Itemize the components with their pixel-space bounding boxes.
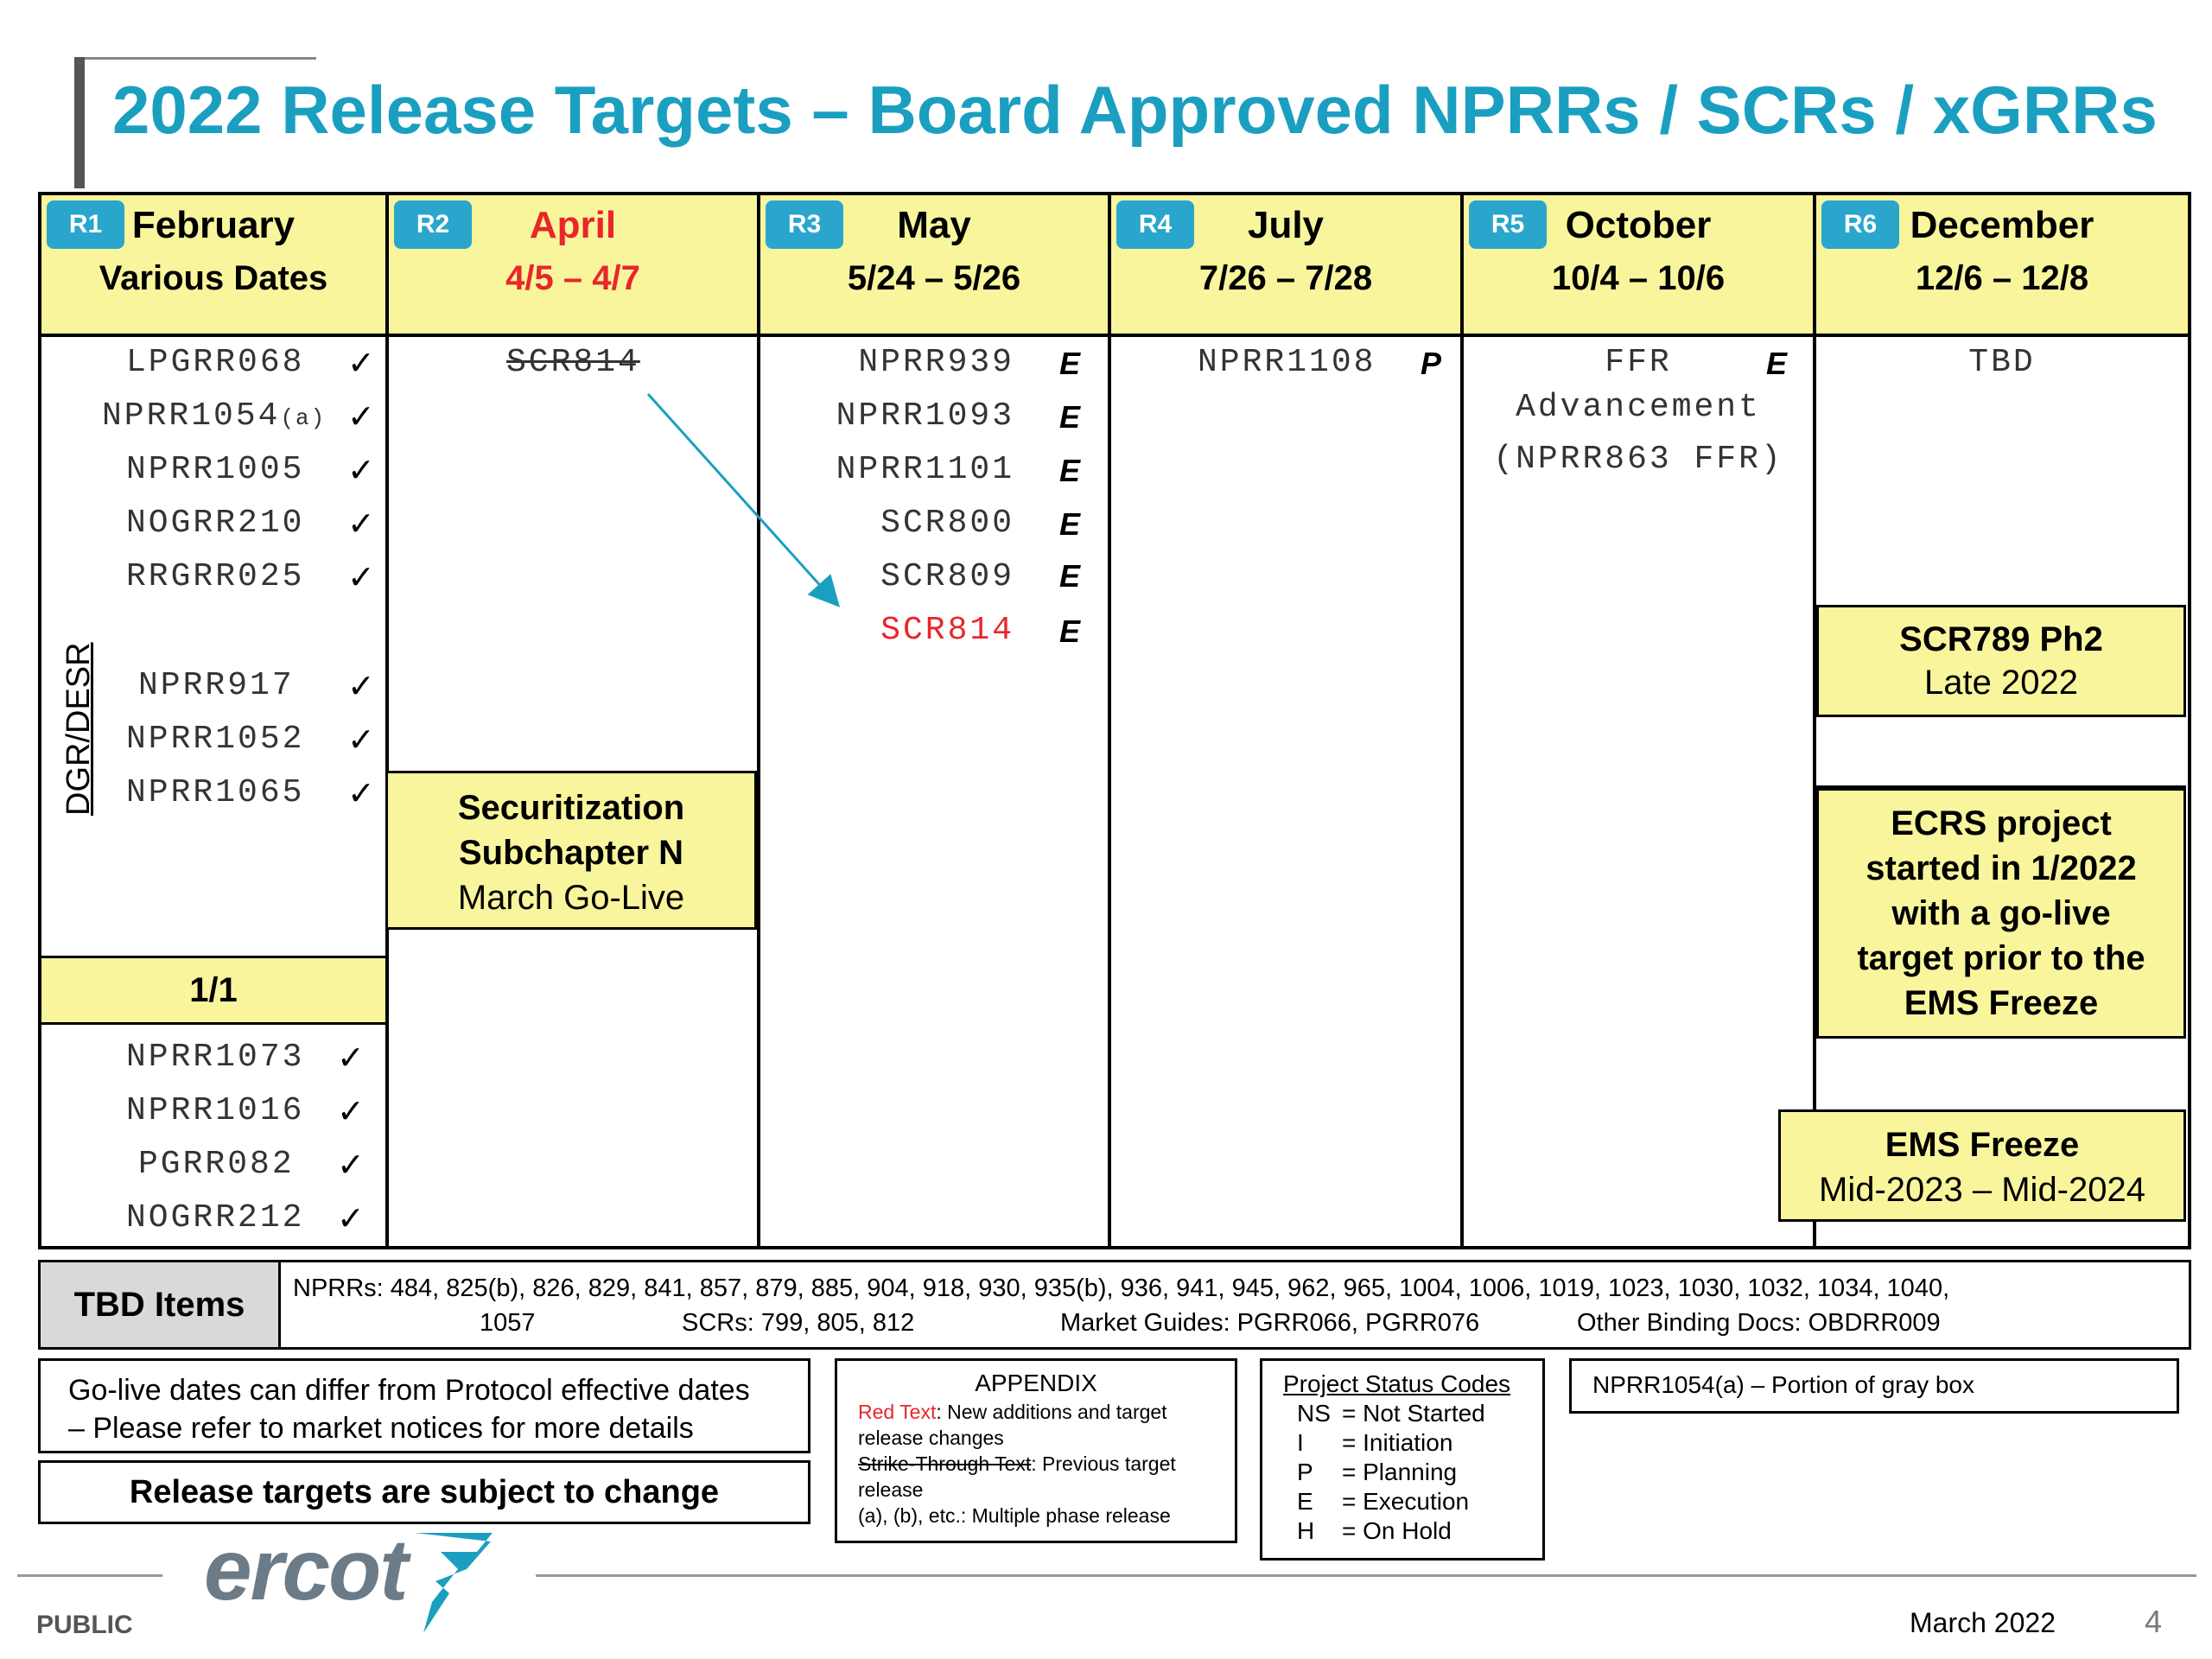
scr789-box: SCR789 Ph2 Late 2022	[1816, 605, 2186, 717]
check-icon: ✓	[347, 399, 375, 435]
list-item-new: SCR814	[880, 612, 1014, 649]
golive-note: Go-live dates can differ from Protocol effective dates – Please refer to market notices for more details	[38, 1358, 810, 1453]
gray-box-note: NPRR1054(a) – Portion of gray box	[1569, 1358, 2179, 1414]
appendix-box: APPENDIX Red Text: New additions and target release changes Strike-Through Text: Previous target release (a), (b), etc.: Multiple phase release	[835, 1358, 1237, 1543]
list-item: FFR	[1605, 344, 1672, 381]
tbd-items-box	[38, 1260, 2191, 1350]
release-month: December	[1910, 204, 2094, 246]
release-tag: R4	[1116, 200, 1194, 249]
release-dates: 4/5 – 4/7	[505, 259, 640, 297]
ercot-logo: ercot	[204, 1522, 407, 1618]
tbd-items-line2a: 1057	[480, 1309, 536, 1337]
release-month: April	[529, 204, 617, 246]
list-item: NOGRR210	[126, 505, 305, 542]
list-item-cont: (NPRR863 FFR)	[1493, 441, 1783, 478]
release-dates: 10/4 – 10/6	[1551, 259, 1726, 297]
status-code: P	[1421, 346, 1442, 381]
footer-date: March 2022	[1910, 1607, 2056, 1638]
list-item: PGRR082	[138, 1146, 295, 1183]
list-item: SCR800	[880, 505, 1014, 542]
tbd-text: TBD	[1968, 344, 2036, 381]
release-dates: Various Dates	[99, 259, 328, 297]
check-icon: ✓	[347, 453, 375, 489]
release-tag: R2	[394, 200, 472, 249]
release-month: February	[131, 204, 296, 246]
status-code: E	[1059, 506, 1081, 542]
list-item: NPRR1005	[126, 451, 305, 488]
ecrs-box: ECRS project started in 1/2022 with a go-live target prior to the EMS Freeze	[1816, 788, 2186, 1039]
check-icon: ✓	[347, 506, 375, 543]
status-code: E	[1059, 613, 1081, 649]
status-code: E	[1059, 399, 1081, 435]
tbd-items-label-cell: TBD Items	[41, 1262, 281, 1347]
tbd-items-line2c: Market Guides: PGRR066, PGRR076	[1060, 1309, 1480, 1337]
check-icon: ✓	[347, 346, 375, 382]
list-item: NPRR1065	[126, 774, 305, 811]
check-icon: ✓	[347, 669, 375, 705]
list-item: NPRR1016	[126, 1092, 305, 1129]
ems-freeze-box: EMS Freeze Mid-2023 – Mid-2024	[1778, 1109, 2186, 1222]
list-item-cont: Advancement	[1516, 389, 1761, 426]
release-tag: R3	[766, 200, 843, 249]
securitization-box: Securitization Subchapter N March Go-Live	[385, 771, 757, 930]
list-item: NPRR1108	[1198, 344, 1376, 381]
release-dates: 12/6 – 12/8	[1915, 259, 2089, 297]
list-item: NPRR1054(a)	[102, 397, 327, 435]
check-icon: ✓	[337, 1147, 365, 1184]
list-item: SCR809	[880, 558, 1014, 595]
tbd-items-line2b: SCRs: 799, 805, 812	[682, 1309, 915, 1337]
list-item: NPRR1093	[836, 397, 1014, 435]
release-tag: R6	[1821, 200, 1899, 249]
release-month: May	[897, 204, 971, 246]
subject-to-change-note: Release targets are subject to change	[38, 1460, 810, 1524]
release-dates: 7/26 – 7/28	[1198, 259, 1373, 297]
tbd-items-line2d: Other Binding Docs: OBDRR009	[1577, 1309, 1941, 1337]
struck-item: SCR814	[506, 344, 640, 381]
tbd-items-line1: NPRRs: 484, 825(b), 826, 829, 841, 857, 879, 885, 904, 918, 930, 935(b), 936, 941, 945, 962, 965, 1004, 1006, 1019, 1023, 1030, 1032, 1034, 1040,	[293, 1274, 1950, 1302]
list-item: NOGRR212	[126, 1199, 305, 1236]
release-tag: R5	[1469, 200, 1547, 249]
check-icon: ✓	[337, 1040, 365, 1077]
check-icon: ✓	[347, 776, 375, 812]
page-number: 4	[2145, 1604, 2163, 1639]
footer-rule-left	[17, 1574, 162, 1577]
release-dates: 5/24 – 5/26	[847, 259, 1021, 297]
check-icon: ✓	[347, 560, 375, 596]
list-item: RRGRR025	[126, 558, 305, 595]
page-title: 2022 Release Targets – Board Approved NPRRs / SCRs / xGRRs	[112, 72, 2158, 148]
check-icon: ✓	[337, 1094, 365, 1130]
status-code: E	[1059, 453, 1081, 488]
list-item: NPRR1101	[836, 451, 1014, 488]
check-icon: ✓	[347, 722, 375, 759]
list-item: NPRR917	[138, 667, 295, 704]
check-icon: ✓	[337, 1201, 365, 1237]
status-code: E	[1059, 346, 1081, 381]
footer-rule-right	[536, 1574, 2196, 1577]
list-item: LPGRR068	[126, 344, 305, 381]
status-code: E	[1059, 558, 1081, 594]
status-code: E	[1766, 346, 1788, 381]
release-month: October	[1565, 204, 1712, 246]
status-codes-box: Project Status Codes NS = Not Started I = Initiation P = Planning E = Execution H = On Hold	[1260, 1358, 1545, 1560]
list-item: NPRR939	[858, 344, 1014, 381]
ercot-logo-icon	[406, 1524, 501, 1633]
list-item: NPRR1073	[126, 1039, 305, 1076]
dgr-desr-label: DGR/DESR	[60, 642, 97, 816]
list-item: NPRR1052	[126, 721, 305, 758]
release-tag: R1	[47, 200, 124, 249]
release-month: July	[1247, 204, 1325, 246]
public-label: PUBLIC	[36, 1611, 133, 1639]
jan-release-bar: 1/1	[38, 956, 389, 1025]
